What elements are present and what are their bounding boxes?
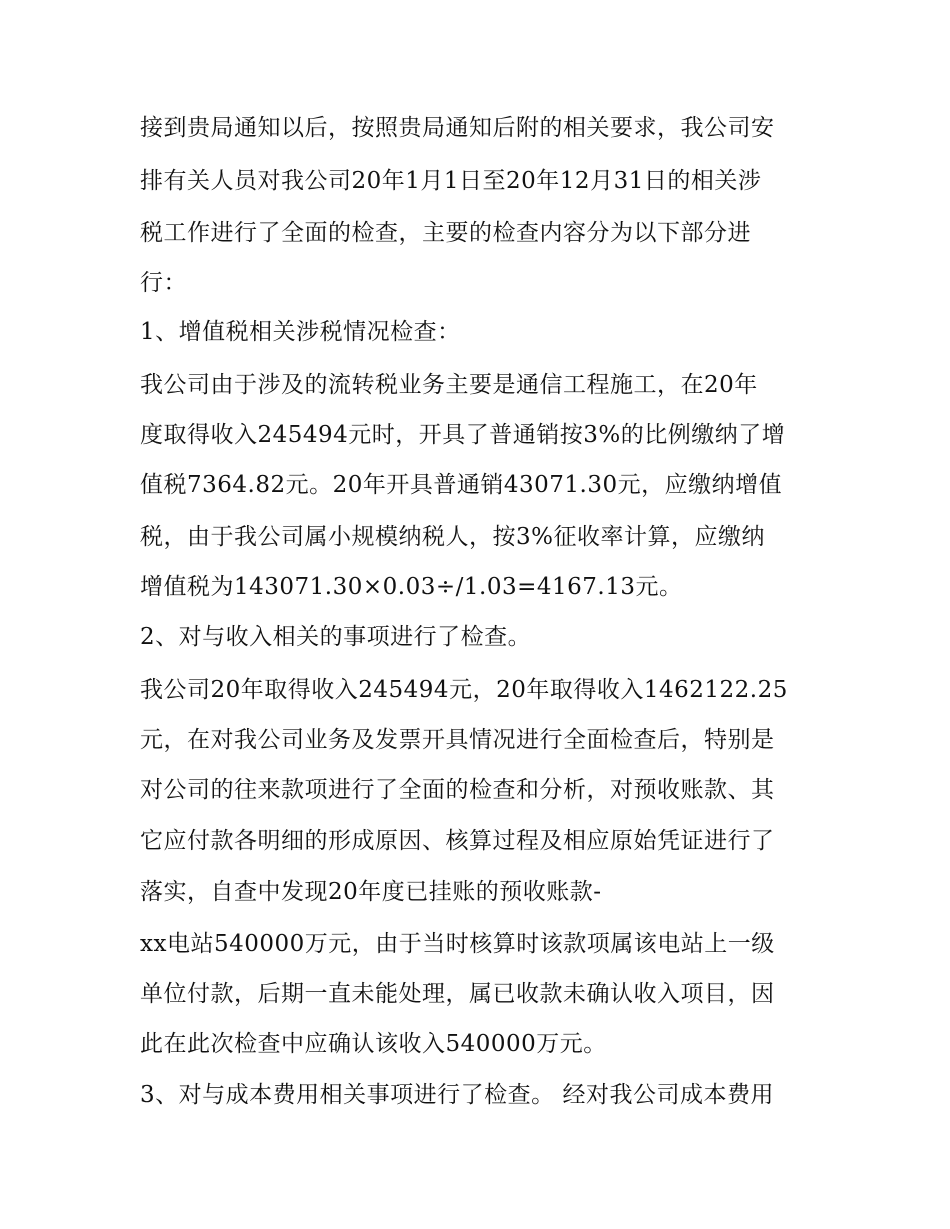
text-line: 单位付款，后期一直未能处理，属已收款未确认收入项目，因	[140, 981, 775, 1007]
text-line: 对公司的往来款项进行了全面的检查和分析，对预收账款、其	[140, 777, 775, 803]
text-line: 此在此次检查中应确认该收入540000万元。	[140, 1031, 607, 1057]
text-line: 落实，自查中发现20年度已挂账的预收账款-	[140, 879, 602, 905]
text-line: 我公司由于涉及的流转税业务主要是通信工程施工，在20年	[140, 372, 758, 398]
text-line: 增值税为143071.30×0.03÷/1.03=4167.13元。	[140, 574, 683, 600]
text-line: 行：	[140, 270, 187, 296]
text-line: 度取得收入245494元时，开具了普通销按3%的比例缴纳了增	[140, 422, 786, 448]
text-line: 元，在对我公司业务及发票开具情况进行全面检查后，特别是	[140, 727, 775, 753]
text-line: 排有关人员对我公司20年1月1日至20年12月31日的相关涉	[140, 168, 762, 194]
section-heading: 3、对与成本费用相关事项进行了检查。 经对我公司成本费用	[140, 1082, 774, 1108]
section-heading: 2、对与收入相关的事项进行了检查。	[140, 624, 532, 650]
text-line: 税工作进行了全面的检查，主要的检查内容分为以下部分进	[140, 220, 751, 246]
section-heading: 1、增值税相关涉税情况检查：	[140, 319, 461, 345]
text-line: 接到贵局通知以后，按照贵局通知后附的相关要求，我公司安	[140, 115, 775, 141]
text-line: 我公司20年取得收入245494元，20年取得收入1462122.25	[140, 677, 788, 703]
text-line: xx电站540000万元，由于当时核算时该款项属该电站上一级	[140, 931, 775, 957]
text-line: 税，由于我公司属小规模纳税人，按3%征收率计算，应缴纳	[140, 524, 765, 550]
text-line: 值税7364.82元。20年开具普通销43071.30元，应缴纳增值	[140, 472, 783, 498]
text-line: 它应付款各明细的形成原因、核算过程及相应原始凭证进行了	[140, 828, 775, 854]
